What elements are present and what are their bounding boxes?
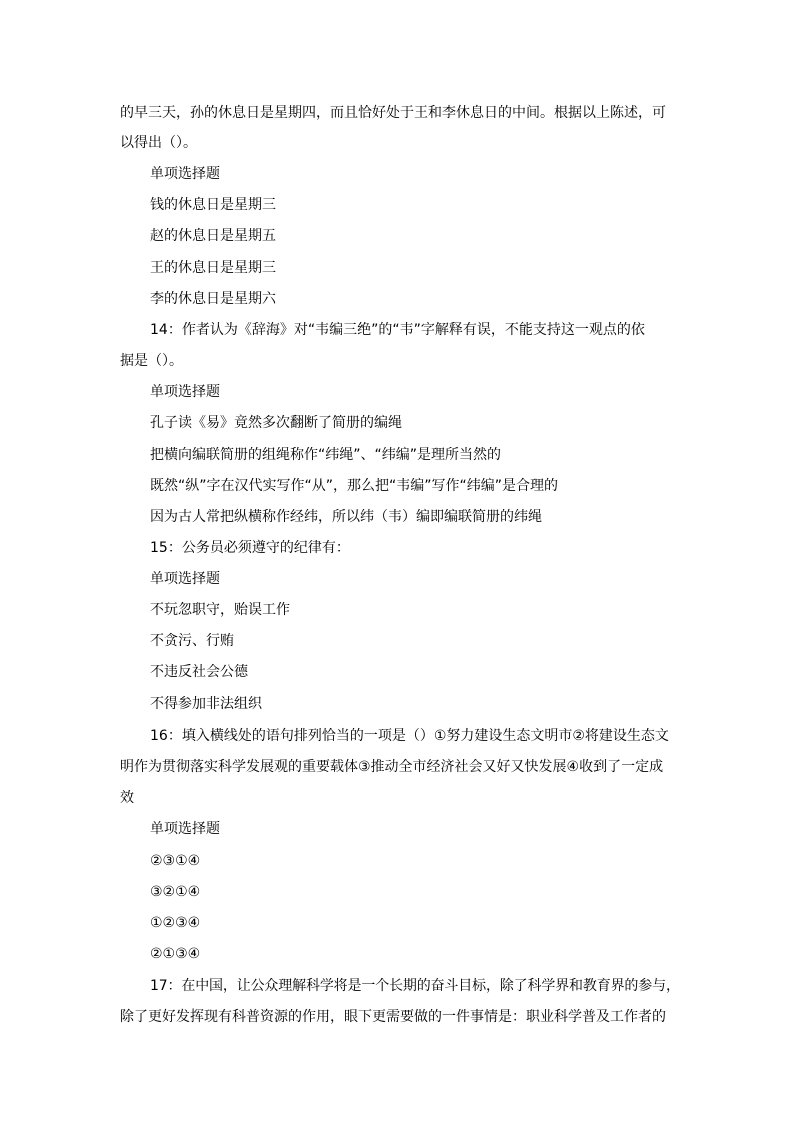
- text-line: ②③①④: [150, 853, 201, 869]
- text-line: 的早三天，孙的休息日是星期四，而且恰好处于王和李休息日的中间。根据以上陈述，可: [120, 105, 666, 121]
- text-line: 16：填入横线处的语句排列恰当的一项是（）①努力建设生态文明市②将建设生态文: [150, 728, 669, 744]
- text-line: 孔子读《易》竟然多次翻断了简册的编绳: [150, 415, 402, 431]
- text-line: 17：在中国，让公众理解科学将是一个长期的奋斗目标，除了科学界和教育界的参与，: [150, 978, 680, 994]
- text-line: 单项选择题: [150, 384, 220, 400]
- text-line: 单项选择题: [150, 571, 220, 587]
- text-line: 15：公务员必须遵守的纪律有：: [150, 540, 350, 556]
- text-line: 钱的休息日是星期三: [150, 197, 276, 213]
- text-line: 不玩忽职守，贻误工作: [150, 602, 290, 618]
- text-line: 不得参加非法组织: [150, 696, 262, 712]
- text-line: 不贪污、行贿: [150, 633, 234, 649]
- text-line: 除了更好发挥现有科普资源的作用，眼下更需要做的一件事情是：职业科学普及工作者的: [120, 1009, 666, 1025]
- text-line: 因为古人常把纵横称作经纬，所以纬（韦）编即编联简册的纬绳: [150, 509, 542, 525]
- text-line: 单项选择题: [150, 821, 220, 837]
- text-line: 据是（）。: [120, 353, 183, 369]
- text-line: 既然“纵”字在汉代实写作“从”，那么把“韦编”写作“纬编”是合理的: [150, 478, 559, 494]
- text-line: 以得出（）。: [120, 135, 197, 151]
- text-line: 李的休息日是星期六: [150, 291, 276, 307]
- text-line: ③②①④: [150, 884, 201, 900]
- text-line: 14：作者认为《辞海》对“韦编三绝”的“韦”字解释有误，不能支持这一观点的依: [150, 322, 645, 338]
- text-line: 把横向编联简册的组绳称作“纬绳”、“纬编”是理所当然的: [150, 447, 502, 463]
- text-line: 赵的休息日是星期五: [150, 228, 276, 244]
- text-line: 明作为贯彻落实科学发展观的重要载体③推动全市经济社会又好又快发展④收到了一定成: [120, 759, 664, 775]
- text-line: 单项选择题: [150, 166, 220, 182]
- text-line: ②①③④: [150, 946, 201, 962]
- text-line: ①②③④: [150, 915, 201, 931]
- text-line: 效: [120, 790, 134, 806]
- text-line: 王的休息日是星期三: [150, 260, 276, 276]
- text-line: 不违反社会公德: [150, 664, 248, 680]
